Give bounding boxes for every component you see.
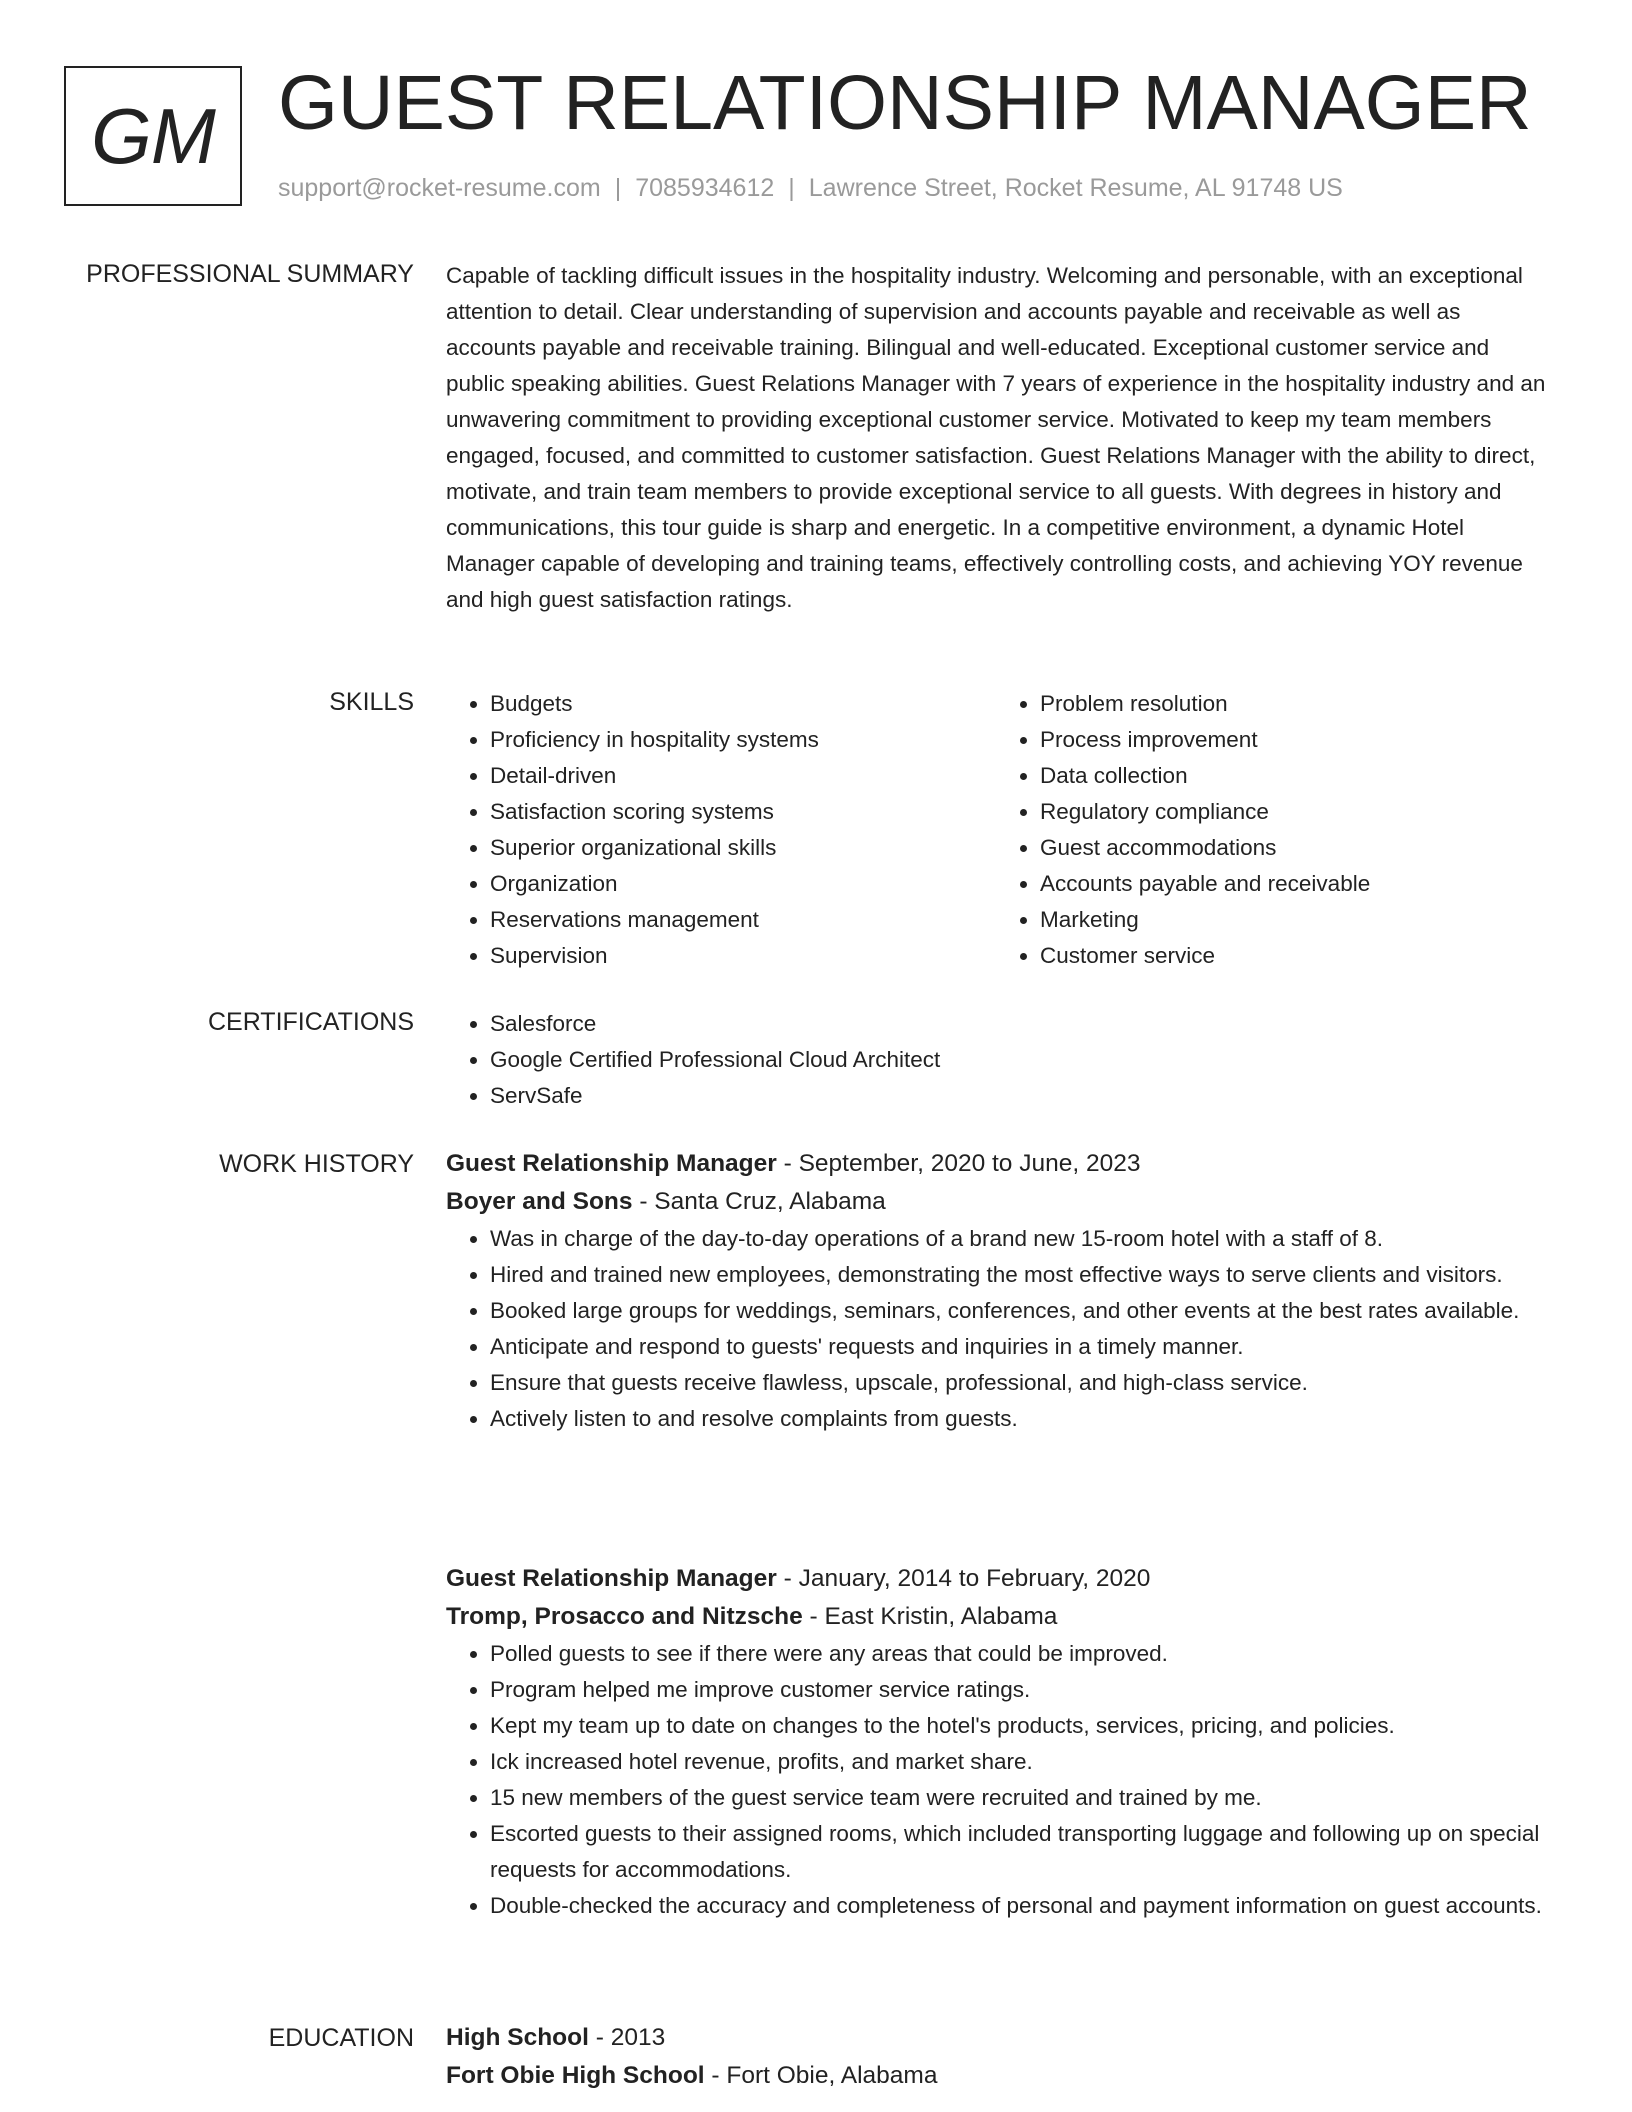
list-item: • Detail-driven — [490, 758, 996, 794]
list-item: • Was in charge of the day-to-day operations of a brand new 15-room hotel with a staff of 8. — [490, 1221, 1546, 1257]
summary-text: Capable of tackling difficult issues in the hospitality industry. Welcoming and personable, with an exceptional attention to detail. Clear understanding of supervision and accounts payable and receivable as well as accounts payable and receivable training. Bilingual and well-educated. Exceptional customer service and public speaking abilities. Guest Relations Manager with 7 years of experience in the hospitality industry and an unwavering commitment to providing exceptional customer service. Motivated to keep my team members engaged, focused, and committed to customer satisfaction. Guest Relations Manager with the ability to direct, motivate, and train team members to provide exceptional service to all guests. With degrees in history and communications, this tour guide is sharp and energetic. In a competitive environment, a dynamic Hotel Manager capable of developing and training teams, effectively controlling costs, and achieving YOY revenue and high guest satisfaction ratings. — [446, 263, 1546, 612]
list-item: • Process improvement — [1040, 722, 1546, 758]
list-item: • Booked large groups for weddings, seminars, conferences, and other events at the best rates available. — [490, 1293, 1546, 1329]
separator: | — [614, 174, 622, 202]
certifications-list — [446, 1006, 1546, 1114]
list-item: • Program helped me improve customer service ratings. — [490, 1672, 1546, 1708]
job-company: Boyer and Sons — [446, 1188, 633, 1215]
education-school-line — [446, 2057, 1546, 2095]
list-item: • Ensure that guests receive flawless, upscale, professional, and high-class service. — [490, 1365, 1546, 1401]
list-item: • Budgets — [490, 686, 996, 722]
job-title: Guest Relationship Manager — [446, 1150, 777, 1177]
job-company: Tromp, Prosacco and Nitzsche — [446, 1603, 803, 1630]
list-item: • Hired and trained new employees, demonstrating the most effective ways to serve clients and visitors. — [490, 1257, 1546, 1293]
job-title-line — [446, 1560, 1546, 1598]
section-label-work-history: WORK HISTORY — [219, 1150, 414, 1178]
skills-column-left — [446, 686, 996, 974]
job-bullets — [446, 1636, 1546, 1924]
list-item: • Organization — [490, 866, 996, 902]
list-item: • Ick increased hotel revenue, profits, and market share. — [490, 1744, 1546, 1780]
job-entry — [446, 1145, 1546, 1437]
education-degree: High School — [446, 2024, 589, 2051]
section-label-summary: PROFESSIONAL SUMMARY — [86, 260, 414, 288]
job-company-line — [446, 1598, 1546, 1636]
list-item: • Data collection — [1040, 758, 1546, 794]
skills-list — [446, 686, 1546, 974]
list-item: • Regulatory compliance — [1040, 794, 1546, 830]
job-bullets — [446, 1221, 1546, 1437]
list-item: • Superior organizational skills — [490, 830, 996, 866]
list-item: • Customer service — [1040, 938, 1546, 974]
job-location: - Santa Cruz, Alabama — [632, 1188, 886, 1215]
separator: | — [788, 174, 795, 202]
list-item: • Google Certified Professional Cloud Architect — [490, 1042, 1546, 1078]
contact-line — [278, 174, 1343, 203]
job-company-line — [446, 1183, 1546, 1221]
job-title: Guest Relationship Manager — [446, 1565, 777, 1592]
skills-column-right — [996, 686, 1546, 974]
list-item: • Satisfaction scoring systems — [490, 794, 996, 830]
education-location: - Fort Obie, Alabama — [704, 2062, 938, 2089]
list-item: • Reservations management — [490, 902, 996, 938]
section-label-education: EDUCATION — [268, 2024, 414, 2052]
job-entry — [446, 1560, 1546, 1924]
list-item: • Escorted guests to their assigned rooms, which included transporting luggage and following up on special requests for accommodations. — [490, 1816, 1546, 1888]
job-dates: - September, 2020 to June, 2023 — [776, 1150, 1141, 1177]
list-item: • Marketing — [1040, 902, 1546, 938]
education-degree-line — [446, 2019, 1546, 2057]
job-dates: - January, 2014 to February, 2020 — [776, 1565, 1151, 1592]
contact-address: Lawrence Street, Rocket Resume, AL 91748 US — [808, 174, 1343, 202]
education-school: Fort Obie High School — [446, 2062, 705, 2089]
education-year: - 2013 — [588, 2024, 666, 2051]
list-item: • Polled guests to see if there were any areas that could be improved. — [490, 1636, 1546, 1672]
list-item: • Guest accommodations — [1040, 830, 1546, 866]
list-item: • Double-checked the accuracy and completeness of personal and payment information on guest accounts. — [490, 1888, 1546, 1924]
contact-phone[interactable]: 7085934612 — [635, 174, 775, 202]
list-item: • Problem resolution — [1040, 686, 1546, 722]
list-item: • Actively listen to and resolve complaints from guests. — [490, 1401, 1546, 1437]
monogram-initials: GM — [64, 66, 242, 206]
list-item: • 15 new members of the guest service team were recruited and trained by me. — [490, 1780, 1546, 1816]
section-label-certifications: CERTIFICATIONS — [207, 1008, 414, 1036]
list-item: • Salesforce — [490, 1006, 1546, 1042]
list-item: • Kept my team up to date on changes to the hotel's products, services, pricing, and policies. — [490, 1708, 1546, 1744]
education-entry — [446, 2019, 1546, 2095]
list-item: • Accounts payable and receivable — [1040, 866, 1546, 902]
contact-email[interactable]: support@rocket-resume.com — [278, 174, 601, 202]
list-item: • ServSafe — [490, 1078, 1546, 1114]
job-location: - East Kristin, Alabama — [802, 1603, 1058, 1630]
list-item: • Anticipate and respond to guests' requests and inquiries in a timely manner. — [490, 1329, 1546, 1365]
page-title: GUEST RELATIONSHIP MANAGER — [278, 60, 1532, 146]
section-label-skills: SKILLS — [329, 688, 414, 716]
list-item: • Supervision — [490, 938, 996, 974]
list-item: • Proficiency in hospitality systems — [490, 722, 996, 758]
job-title-line — [446, 1145, 1546, 1183]
